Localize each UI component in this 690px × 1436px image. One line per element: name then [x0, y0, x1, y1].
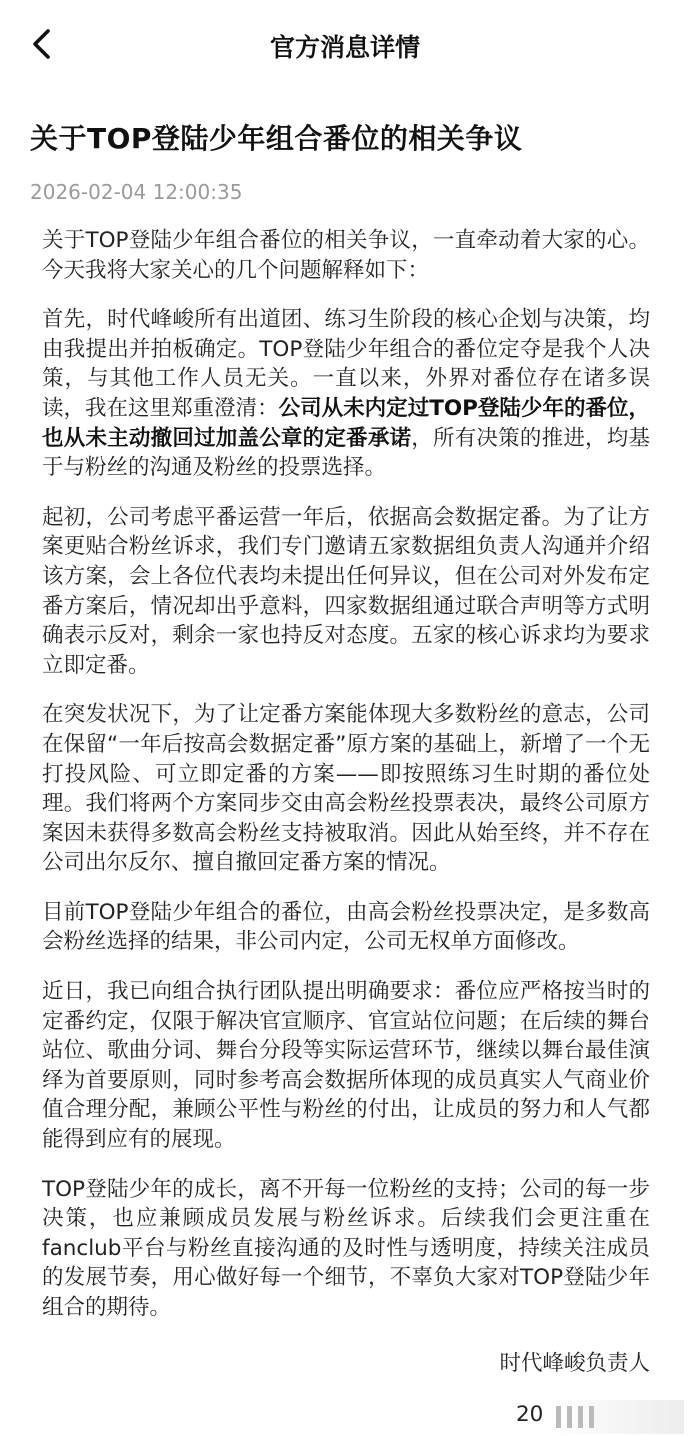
paragraph: [42, 305, 650, 483]
paragraph: 起初，公司考虑平番运营一年后，依据高会数据定番。为了让方案更贴合粉丝诉求，我们专门邀请五家数据组负责人沟通并介绍该方案，会上各位代表均未提出任何异议，但在公司对外发布定番方案后，情况却出乎意料，四家数据组通过联合声明等方式明确表示反对，剩余一家也持反对态度。五家的核心诉求均为要求立即定番。: [42, 504, 650, 678]
paragraph: 目前TOP登陆少年组合的番位，由高会粉丝投票决定，是多数高会粉丝选择的结果，非公司内定，公司无权单方面修改。: [42, 899, 650, 955]
article-timestamp: 2026-02-04 12:00:35: [30, 180, 243, 204]
paragraph: 在突发状况下，为了让定番方案能体现大多数粉丝的意志，公司在保留“一年后按高会数据定番”原方案的基础上，新增了一个无打投风险、可立即定番的方案——即按照练习生时期的番位处理。我们将两个方案同步交由高会粉丝投票表决，最终公司原方案因未获得多数高会粉丝支持被取消。因此从始至终，并不存在公司出尔反尔、擅自撤回定番方案的情况。: [42, 702, 650, 876]
paragraph-text: ，所有决策的推进，均基于与粉丝的沟通及粉丝的投票选择。: [42, 425, 650, 481]
paragraph: 近日，我已向组合执行团队提出明确要求：番位应严格按当时的定番约定，仅限于解决官宣顺序、官宣站位问题；在后续的舞台站位、歌曲分词、舞台分段等实际运营环节，继续以舞台最佳演绎为首要原则，同时参考高会数据所体现的成员真实人气商业价值合理分配，兼顾公平性与粉丝的付出，让成员的努力和人气都能得到应有的展现。: [42, 979, 650, 1153]
bold-statement: 公司从未内定过TOP登陆少年的番位，也从未主动撤回过加盖公章的定番承诺: [42, 395, 650, 451]
paragraph: 关于TOP登陆少年组合番位的相关争议，一直牵动着大家的心。今天我将大家关心的几个问题解释如下：: [42, 228, 650, 283]
paragraph: TOP登陆少年的成长，离不开每一位粉丝的支持；公司的每一步决策，也应兼顾成员发展与粉丝诉求。后续我们会更注重在fanclub平台与粉丝直接沟通的及时性与透明度，持续关注成员的发展节奏，用心做好每一个细节，不辜负大家对TOP登陆少年组合的期待。: [42, 1176, 650, 1320]
top-bar: [0, 0, 690, 90]
signature: 时代峰峻负责人: [499, 1351, 650, 1376]
watermark: [548, 1400, 684, 1434]
signature-date: 20: [516, 1402, 544, 1427]
article-body: [42, 226, 650, 1343]
article-title: 关于TOP登陆少年组合番位的相关争议: [30, 122, 523, 155]
page-title: 官方消息详情: [269, 33, 420, 62]
paragraph-text: 首先，时代峰峻所有出道团、练习生阶段的核心企划与决策，均由我提出并拍板确定。TOP登陆少年组合的番位定夺是我个人决策，与其他工作人员无关。一直以来，外界对番位存在诸多误读，我在这里郑重澄清：: [42, 307, 650, 421]
